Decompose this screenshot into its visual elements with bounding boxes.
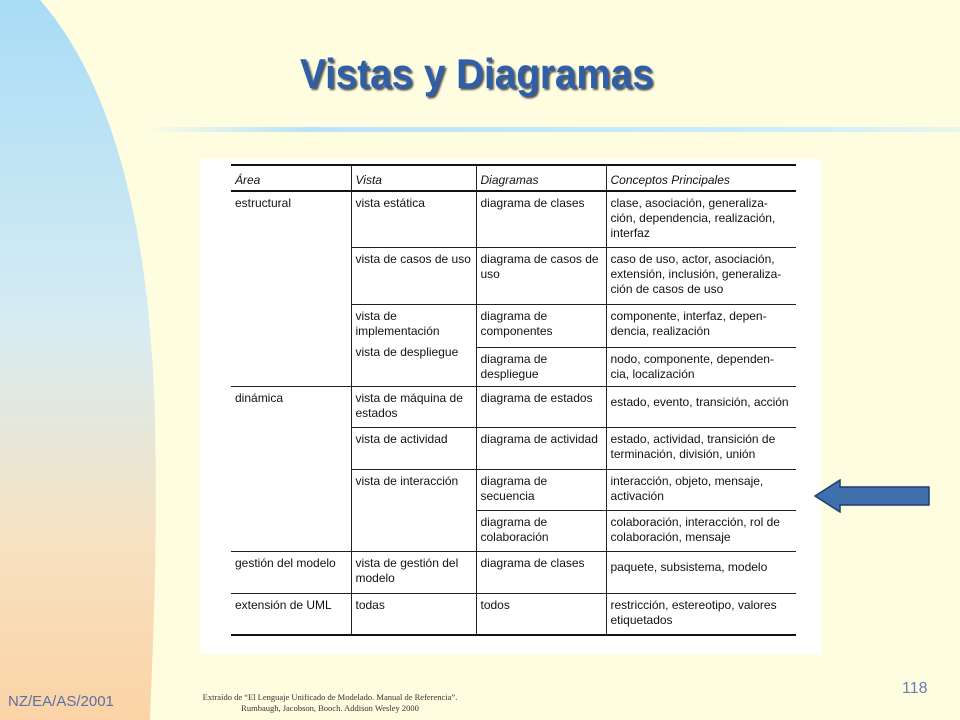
header-diagramas: Diagramas xyxy=(476,165,606,191)
vista-cell: vista de interacción xyxy=(351,469,476,551)
area-cell: extensión de UML xyxy=(231,593,351,635)
conceptos-cell: nodo, componente, dependen-cia, localización xyxy=(606,347,796,386)
diagrama-cell: diagrama de componentes xyxy=(476,304,606,347)
diagrama-cell: diagrama de secuencia xyxy=(476,469,606,510)
diagrama-cell: diagrama de colaboración xyxy=(476,510,606,551)
page-number: 118 xyxy=(902,680,928,697)
conceptos-cell: interacción, objeto, mensaje, activación xyxy=(606,469,796,510)
header-conceptos: Conceptos Principales xyxy=(606,165,796,191)
conceptos-cell: colaboración, interacción, rol de colaboración, mensaje xyxy=(606,510,796,551)
diagrama-cell: diagrama de casos de uso xyxy=(476,247,606,304)
title-underline xyxy=(140,127,960,132)
footer-author: NZ/EA/AS/2001 xyxy=(8,693,114,710)
left-arrow-icon xyxy=(814,479,930,513)
diagrama-cell: diagrama de despliegue xyxy=(476,347,606,386)
conceptos-cell: componente, interfaz, depen-dencia, realización xyxy=(606,304,796,347)
header-area: Área xyxy=(231,165,351,191)
area-cell: dinámica xyxy=(231,386,351,551)
diagrama-cell: todos xyxy=(476,593,606,635)
source-citation xyxy=(160,692,500,714)
table-header-row xyxy=(231,165,796,191)
conceptos-cell: restricción, estereotipo, valores etiquetados xyxy=(606,593,796,635)
table-row xyxy=(231,593,796,635)
source-line-1: Extraído de “El Lenguaje Unificado de Modelado. Manual de Referencia”. xyxy=(202,692,458,702)
header-vista: Vista xyxy=(351,165,476,191)
diagrama-cell: diagrama de estados xyxy=(476,386,606,427)
views-diagrams-table xyxy=(231,164,796,636)
diagrama-cell: diagrama de clases xyxy=(476,551,606,593)
conceptos-cell: paquete, subsistema, modelo xyxy=(606,551,796,593)
vista-cell-split xyxy=(351,304,476,386)
diagrama-cell: diagrama de clases xyxy=(476,191,606,247)
conceptos-cell: clase, asociación, generaliza-ción, dependencia, realización, interfaz xyxy=(606,191,796,247)
vista-cell: vista de actividad xyxy=(351,427,476,469)
area-cell: gestión del modelo xyxy=(231,551,351,593)
vista-cell: vista de gestión del modelo xyxy=(351,551,476,593)
vista-cell: vista de máquina de estados xyxy=(351,386,476,427)
area-cell: estructural xyxy=(231,191,351,386)
vista-cell: vista estática xyxy=(351,191,476,247)
source-line-2: Rumbaugh, Jacobson, Booch. Addison Wesley 2000 xyxy=(241,703,419,713)
vista-implementacion: vista de implementación xyxy=(355,308,440,338)
table-row xyxy=(231,191,796,247)
conceptos-cell: estado, actividad, transición de terminación, división, unión xyxy=(606,427,796,469)
table-row xyxy=(231,551,796,593)
conceptos-cell: caso de uso, actor, asociación, extensión, inclusión, generaliza-ción de casos de uso xyxy=(606,247,796,304)
conceptos-cell: estado, evento, transición, acción xyxy=(606,386,796,427)
vista-cell: vista de casos de uso xyxy=(351,247,476,304)
slide-title: Vistas y Diagramas xyxy=(300,50,654,97)
vista-despliegue: vista de despliegue xyxy=(355,344,459,359)
vista-cell: todas xyxy=(351,593,476,635)
diagrama-cell: diagrama de actividad xyxy=(476,427,606,469)
table-row xyxy=(231,386,796,427)
